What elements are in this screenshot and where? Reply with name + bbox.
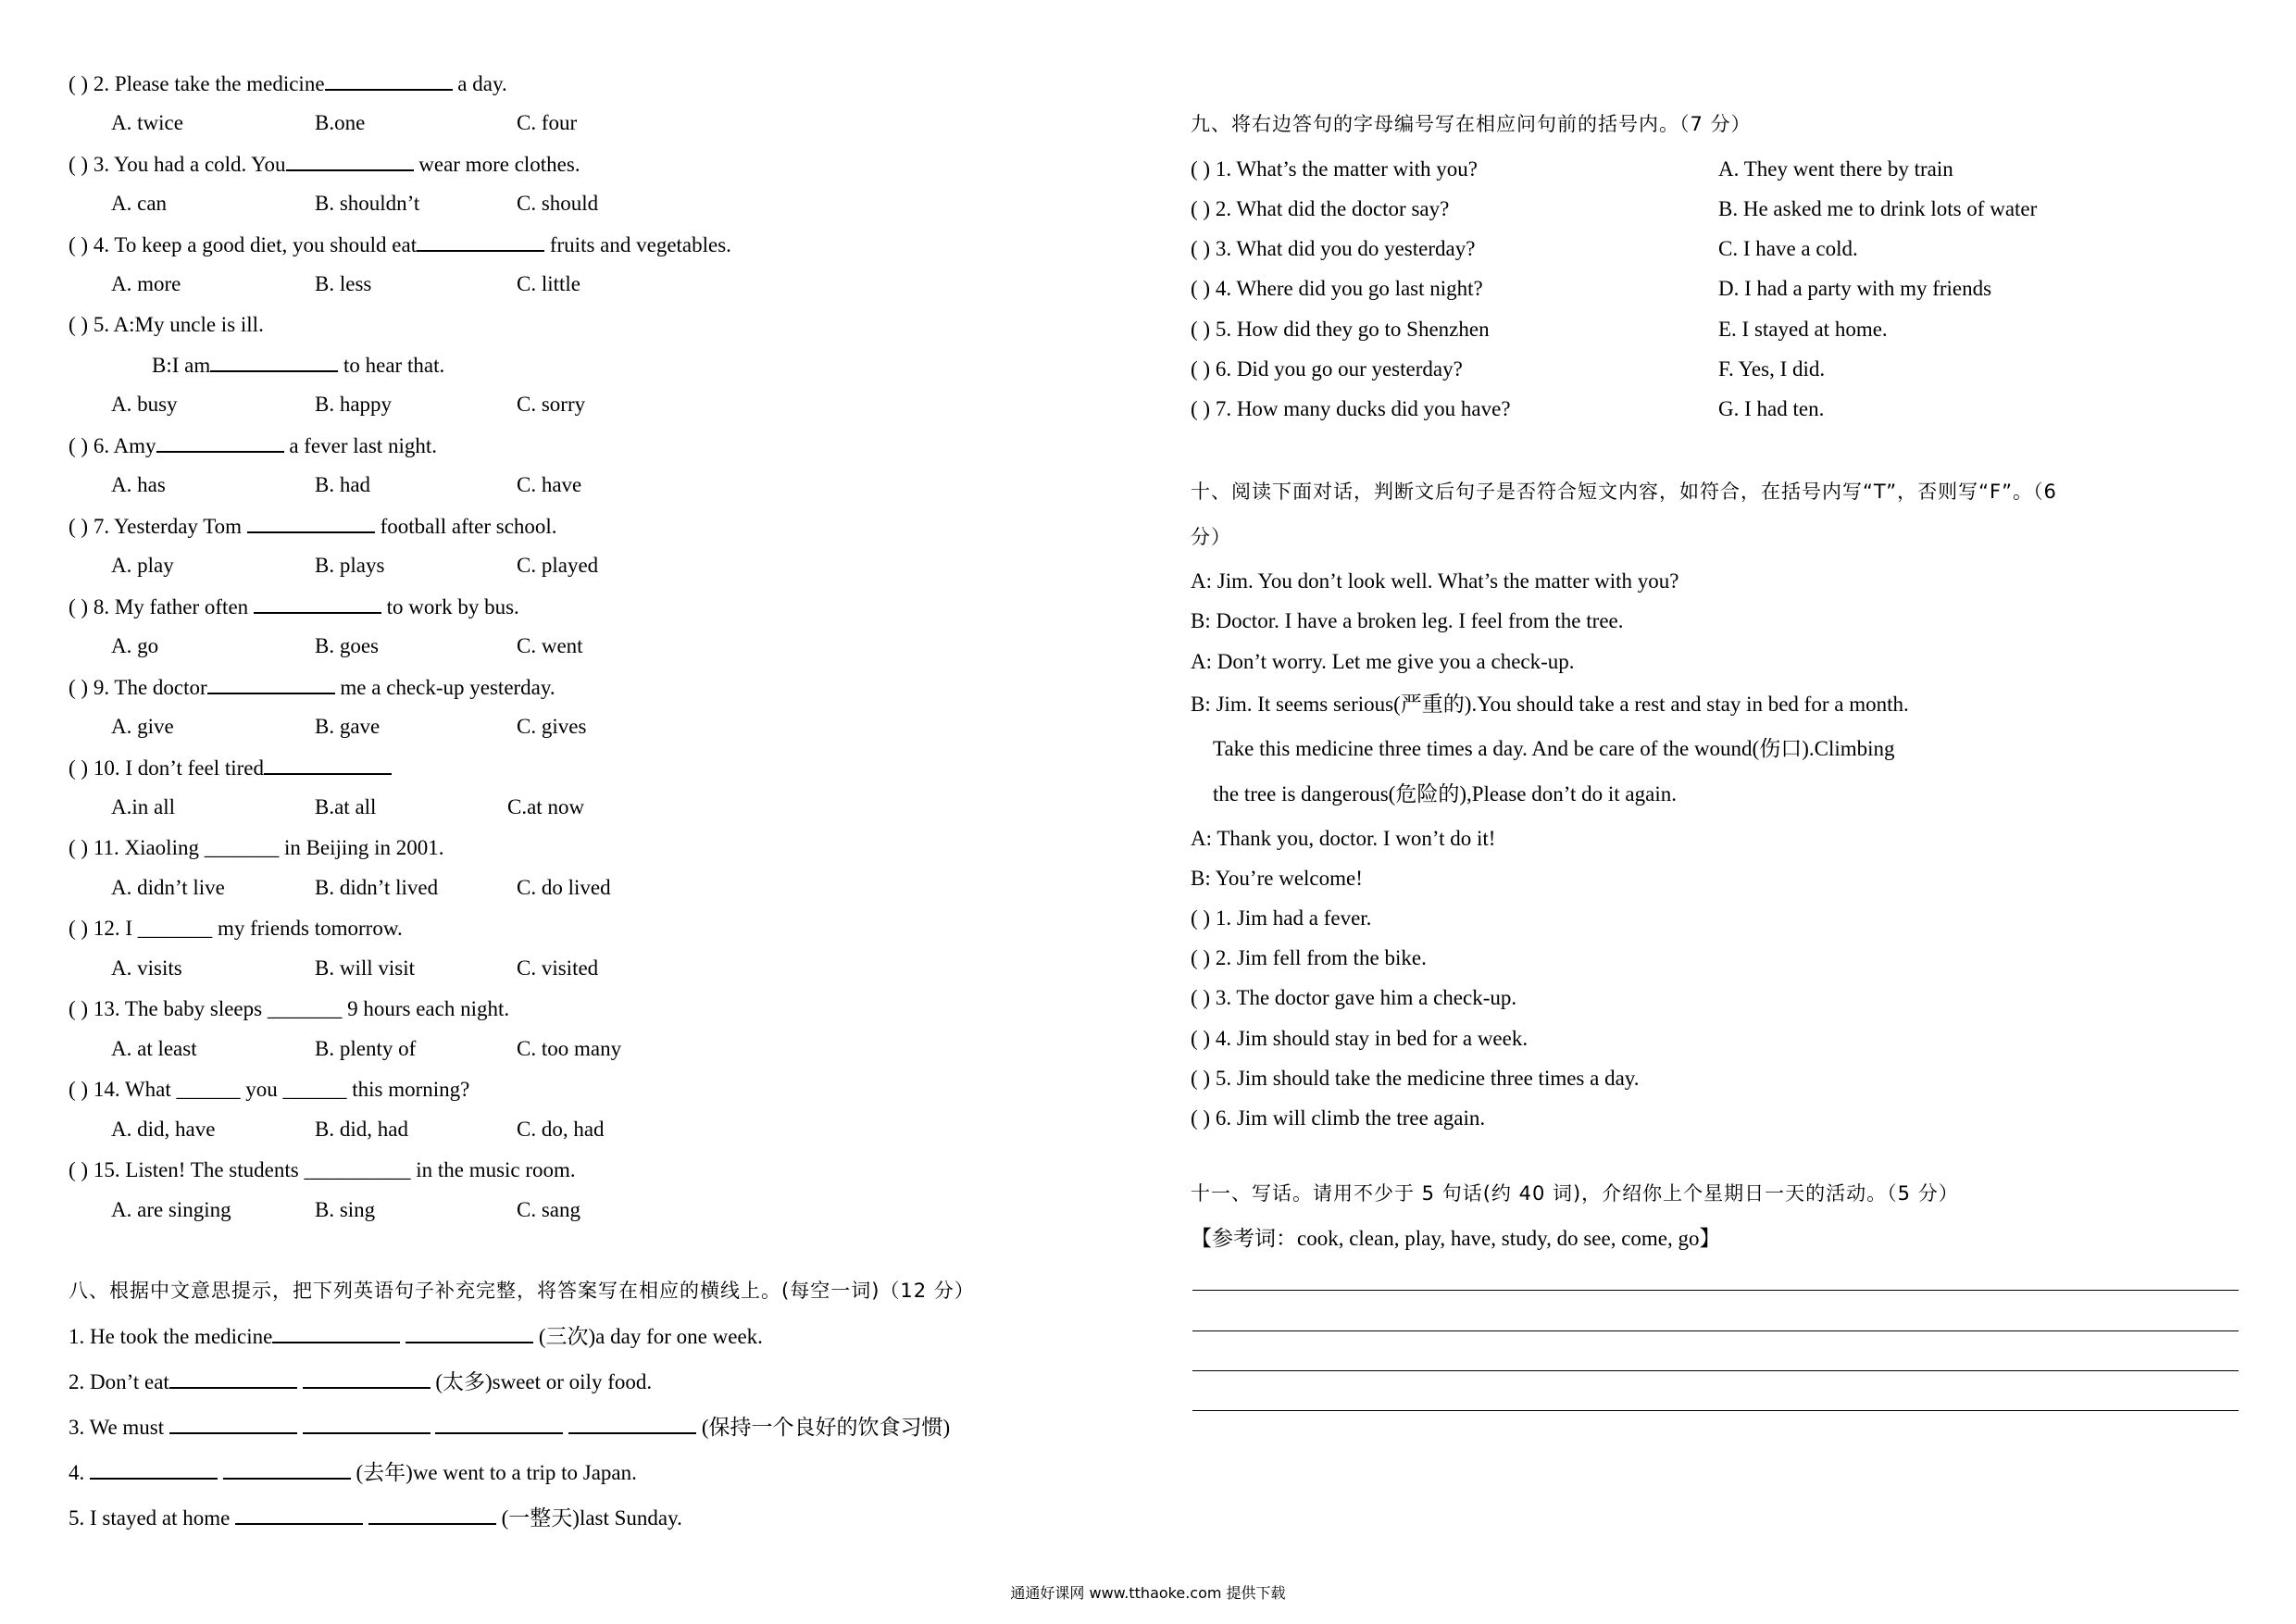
dialogue-line: B: You’re welcome! [1191,867,1363,890]
match-question: ( ) 6. Did you go our yesterday? [1191,357,1463,381]
question-5: ( ) 5. A:My uncle is ill. [69,313,264,336]
option-a: A. busy [111,393,178,416]
true-false-statement: ( ) 2. Jim fell from the bike. [1191,946,1427,969]
option-a: A. didn’t live [111,876,225,899]
dialogue-line: B: Doctor. I have a broken leg. I feel from the tree. [1191,609,1624,632]
question-2: ( ) 2. Please take the medicine a day. [69,69,507,98]
option-a: A. more [111,272,181,295]
option-a: A. twice [111,111,183,134]
option-a: A. at least [111,1037,197,1060]
option-b: B. did, had [315,1118,408,1141]
option-c: C. gives [517,715,587,738]
option-b: B. happy [315,393,393,416]
true-false-statement: ( ) 1. Jim had a fever. [1191,906,1372,930]
dialogue-line: Take this medicine three times a day. And be care of the wound(伤口).Climbing [1213,737,1895,760]
dialogue-line: the tree is dangerous(危险的),Please don’t do it again. [1213,782,1677,806]
reference-words: 【参考词：cook, clean, play, have, study, do see, come, go】 [1191,1227,1721,1250]
true-false-statement: ( ) 6. Jim will climb the tree again. [1191,1106,1486,1130]
dialogue-line: A: Jim. You don’t look well. What’s the matter with you? [1191,569,1679,593]
option-b: B.at all [315,795,377,818]
option-c: C. went [517,634,583,657]
match-answer: B. He asked me to drink lots of water [1718,197,2038,220]
option-b: B. gave [315,715,381,738]
option-c: C. too many [517,1037,622,1060]
writing-line [1192,1330,2239,1331]
option-a: A. can [111,192,168,215]
option-a: A. are singing [111,1198,231,1221]
section-8-title: 八、根据中文意思提示，把下列英语句子补充完整，将答案写在相应的横线上。(每空一词)（12 分） [69,1280,975,1302]
section-10-title-cont: 分） [1191,526,1231,548]
option-b: B. goes [315,634,379,657]
option-a: A. go [111,634,159,657]
option-c: C. have [517,473,582,496]
option-a: A. has [111,473,166,496]
question-8: ( ) 8. My father often to work by bus. [69,593,519,621]
option-b: B. had [315,473,371,496]
question-4: ( ) 4. To keep a good diet, you should eat fruits and vegetables. [69,231,731,259]
option-c: C. do lived [517,876,611,899]
match-answer: D. I had a party with my friends [1718,277,1992,300]
option-c: C. visited [517,956,599,980]
question-9: ( ) 9. The doctor me a check-up yesterday. [69,673,555,702]
writing-line [1192,1370,2239,1371]
match-answer: C. I have a cold. [1718,237,1858,260]
question-10: ( ) 10. I don’t feel tired [69,754,392,782]
match-question: ( ) 5. How did they go to Shenzhen [1191,318,1490,341]
option-b: B. plenty of [315,1037,417,1060]
writing-line [1192,1290,2239,1291]
option-b: B. plays [315,554,385,577]
question-13: ( ) 13. The baby sleeps _______ 9 hours each night. [69,997,510,1020]
dialogue-line: A: Don’t worry. Let me give you a check-up. [1191,650,1575,673]
question-15: ( ) 15. Listen! The students __________ in the music room. [69,1158,576,1181]
option-b: B. less [315,272,372,295]
option-b: B.one [315,111,366,134]
dialogue-line: B: Jim. It seems serious(严重的).You should take a rest and stay in bed for a month. [1191,693,1909,716]
writing-line [1192,1410,2239,1411]
question-12: ( ) 12. I _______ my friends tomorrow. [69,917,403,940]
match-answer: E. I stayed at home. [1718,318,1888,341]
sentence-2: 2. Don’t eat (太多)sweet or oily food. [69,1368,652,1396]
match-answer: G. I had ten. [1718,397,1825,420]
sentence-1: 1. He took the medicine (三次)a day for one week. [69,1322,763,1351]
dialogue-line: A: Thank you, doctor. I won’t do it! [1191,827,1496,850]
option-a: A. play [111,554,174,577]
section-10-title: 十、阅读下面对话，判断文后句子是否符合短文内容，如符合，在括号内写“T”，否则写“F”。（6 [1191,481,2057,503]
match-answer: A. They went there by train [1718,157,1953,181]
option-c: C. sorry [517,393,586,416]
sentence-4: 4. (去年)we went to a trip to Japan. [69,1458,637,1487]
match-question: ( ) 4. Where did you go last night? [1191,277,1483,300]
match-question: ( ) 7. How many ducks did you have? [1191,397,1511,420]
option-c: C.at now [507,795,585,818]
question-7: ( ) 7. Yesterday Tom football after school. [69,512,557,541]
option-b: B. sing [315,1198,376,1221]
question-3: ( ) 3. You had a cold. You wear more clothes. [69,150,580,179]
section-9-title: 九、将右边答句的字母编号写在相应问句前的括号内。（7 分） [1191,113,1752,135]
option-c: C. played [517,554,599,577]
option-c: C. should [517,192,599,215]
sentence-5: 5. I stayed at home (一整天)last Sunday. [69,1504,682,1532]
option-c: C. four [517,111,578,134]
true-false-statement: ( ) 5. Jim should take the medicine three times a day. [1191,1067,1640,1090]
footer-credit: 通通好课网 www.tthaoke.com 提供下载 [1010,1584,1286,1602]
match-question: ( ) 1. What’s the matter with you? [1191,157,1478,181]
option-c: C. little [517,272,580,295]
option-a: A. did, have [111,1118,216,1141]
match-answer: F. Yes, I did. [1718,357,1826,381]
question-14: ( ) 14. What ______ you ______ this morning? [69,1078,470,1101]
option-a: A. give [111,715,174,738]
option-c: C. do, had [517,1118,605,1141]
question-5-response: B:I am to hear that. [152,351,444,380]
true-false-statement: ( ) 4. Jim should stay in bed for a week. [1191,1027,1529,1050]
sentence-3: 3. We must (保持一个良好的饮食习惯) [69,1413,950,1442]
option-c: C. sang [517,1198,580,1221]
option-b: B. shouldn’t [315,192,420,215]
option-b: B. didn’t lived [315,876,439,899]
option-b: B. will visit [315,956,415,980]
true-false-statement: ( ) 3. The doctor gave him a check-up. [1191,986,1517,1009]
match-question: ( ) 2. What did the doctor say? [1191,197,1450,220]
match-question: ( ) 3. What did you do yesterday? [1191,237,1476,260]
question-11: ( ) 11. Xiaoling _______ in Beijing in 2001. [69,836,444,859]
option-a: A. visits [111,956,182,980]
section-11-title: 十一、写话。请用不少于 5 句话(约 40 词)，介绍你上个星期日一天的活动。（5 分） [1191,1182,1959,1205]
question-6: ( ) 6. Amy a fever last night. [69,431,437,460]
option-a: A.in all [111,795,175,818]
